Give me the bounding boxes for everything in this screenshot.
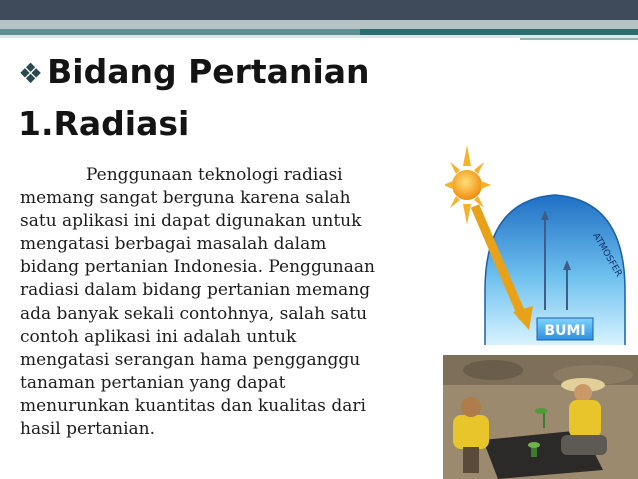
- body-line: ada banyak sekali contohnya, salah satu: [20, 303, 368, 324]
- top-bar: [0, 0, 638, 20]
- atmosphere-label: ATMOSFER: [590, 231, 624, 279]
- slide-heading: [18, 52, 370, 91]
- header-stripe: [0, 20, 638, 29]
- body-line: tanaman pertanian yang dapat: [20, 372, 286, 393]
- sun-icon: [445, 145, 491, 225]
- header-thin-line: [520, 38, 638, 40]
- body-line: Penggunaan teknologi radiasi: [86, 165, 343, 185]
- diamond-bullet-icon: ❖: [18, 57, 44, 90]
- slide-heading-text: Bidang Pertanian: [47, 52, 370, 91]
- body-line: mengatasi serangan hama pengganggu: [20, 349, 361, 370]
- slide-subheading: 1.Radiasi: [18, 104, 190, 143]
- body-line: radiasi dalam bidang pertanian memang: [20, 280, 371, 301]
- body-line: menurunkan kuantitas dan kualitas dari: [20, 395, 366, 416]
- body-line: hasil pertanian.: [20, 419, 155, 440]
- field-workers-photo: [443, 355, 638, 479]
- body-line: satu aplikasi ini dapat digunakan untuk: [20, 211, 362, 232]
- radiation-diagram: [445, 140, 638, 352]
- body-line: contoh aplikasi ini adalah untuk: [20, 326, 297, 347]
- ground-label: BUMI: [544, 323, 586, 339]
- body-line: mengatasi berbagai masalah dalam: [20, 234, 327, 255]
- body-line: memang sangat berguna karena salah: [20, 188, 351, 209]
- body-paragraph: [20, 164, 440, 441]
- body-line: bidang pertanian Indonesia. Penggunaan: [20, 257, 375, 278]
